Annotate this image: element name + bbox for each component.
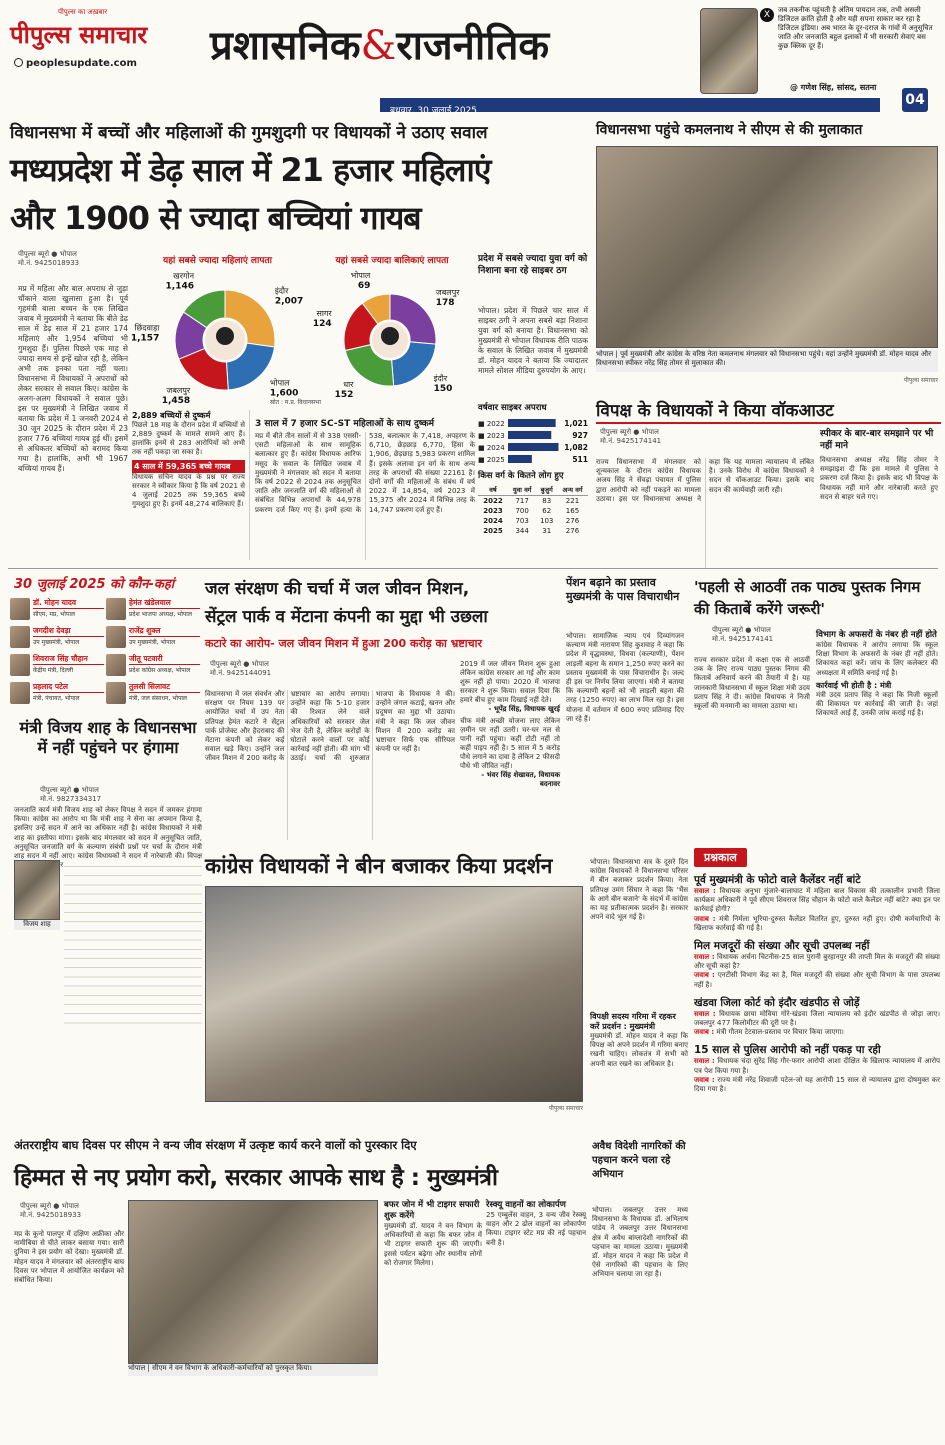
- brand-tagline: पीपुल्स का अख़बार: [58, 8, 108, 16]
- calendar-role: मंत्री, पंचायत, भोपाल: [33, 695, 80, 702]
- vijay-body: जनजाति कार्य मंत्री विजय शाह को लेकर विपक्ष ने सदन में जमकर हंगामा किया। कांग्रेस का आरोप था कि मंत्री शाह ने सेना का अपमान किया है, इसलिए उन्हें सदन में आने का अधिकार नहीं है। कांग्रेस विधायकों ने मंत्री शाह का इस्तीफा मांगा। इसके बाद मंगलवार को सदन में अनुसूचित जाति, अनुसूचित जनजाति वर्ग के कल्याण संबंधी प्रश्नों पर चर्चा के दौरान मंत्री शाह सदन में नहीं आए। कांग्रेस विधायकों ने सदन में नारेबाजी की। विपक्ष: [14, 806, 202, 861]
- illegal-title: अवैध विदेशी नागरिकों की पहचान करने चला रहे अभियान: [592, 1141, 686, 1180]
- tiger-col3: [486, 1200, 586, 1430]
- table-header-cell: बुजुर्ग: [536, 484, 557, 496]
- donut-value-4: 1,146: [165, 281, 195, 292]
- donut-label-1: इंदौर: [433, 374, 448, 384]
- cyber-bar-2: [508, 443, 558, 451]
- prashnakal-qa1: सवाल : विधायक अनुभा मुंजारे-बालाघाट में महिला बाल विकास की तत्कालीन प्रभारी जिला कार्यक्रम अधिकारी ने पूर्व सीएम शिवराज सिंह चौहान के फोटो वाले कैलेंडर नहीं बांटे? क्या इन पर कार्रवाई होगी? जवाब : मंत्री निर्मला भूरिया-दुरुस्त कैलेंडर वितरित हुए, दुरुस्त नहीं हुए। दोषी कर्मचारियों के खिलाफ कार्रवाई की गई है।: [694, 887, 940, 932]
- walkout-title: विपक्ष के विधायकों ने किया वॉकआउट: [596, 398, 941, 424]
- textbook-side-title: विभाग के अफसरों के नंबर ही नहीं होते: [816, 630, 937, 640]
- textbook-side-body: कांग्रेस विधायक ने आरोप लगाया कि स्कूल शिक्षा विभाग के अफसरों के नंबर ही नहीं होते। शिकायत कहां करें। जांच के लिए कलेक्टर की अध्यक्षता में समिति बनाई गई है।: [816, 641, 938, 677]
- table-cell: 2022: [483, 497, 503, 505]
- bean-side-body: मुख्यमंत्री डॉ. मोहन यादव ने कहा कि विपक्ष को अपने प्रदर्शन में गरिमा बनाए रखनी चाहिए। लोकतंत्र में सभी को अपनी बात रखने का अधिकार है।: [590, 1032, 688, 1068]
- calendar-role: केंद्रीय मंत्री, दिल्ली: [33, 667, 74, 674]
- avatar: [10, 654, 30, 676]
- website-link[interactable]: peoplesupdate.com: [14, 58, 137, 69]
- donut-value-1: 150: [433, 384, 453, 395]
- water-headline-2: सेंट्रल पार्क व मेंटाना कंपनी का मुद्दा भी उछला: [205, 607, 488, 627]
- tiger-col2-body: मुख्यमंत्री डॉ. यादव ने वन विभाग के अधिकारियों से कहा कि बफर जोन में भी टाइगर सफारी शुरू की जाएगी। इससे पर्यटन बढ़ेगा और स्थानीय लोगों को रोजगार मिलेगा।: [384, 1222, 482, 1267]
- donut-label-2: धार: [343, 380, 354, 390]
- bean-side: [590, 1012, 688, 1112]
- table-row: [478, 526, 588, 536]
- donut-chart-women: [130, 268, 310, 408]
- table-cell: 2025: [483, 527, 503, 535]
- quote1-by: - भूपेंद्र सिंह, विधायक खुरई: [488, 705, 560, 713]
- bean-body: भोपाल। विधानसभा सत्र के दूसरे दिन कांग्रेस विधायकों ने विधानसभा परिसर में बीन बजाकर प्रदर्शन किया। नेता प्रतिपक्ष उमंग सिंघार ने कहा कि 'भैंस के आगे बीन बजाने' के संदर्भ में कांग्रेस का यह प्रतीकात्मक प्रदर्शन है। सरकार अपने वादे भूल गई है।: [590, 858, 688, 922]
- tweet-box: [760, 4, 940, 96]
- cyber-bar-value-1: 927: [572, 431, 588, 440]
- table-cell: 2024: [483, 517, 503, 525]
- head-icon: [381, 327, 399, 345]
- bean-headline: कांग्रेस विधायकों ने बीन बजाकर किया प्रदर्शन: [205, 854, 553, 878]
- textbook-action-title: कार्रवाई भी होती है : मंत्री: [816, 680, 892, 690]
- table-header-cell: युवा वर्ग: [508, 484, 537, 496]
- chart-source: स्रोत : म.प्र. विधानसभा: [270, 399, 321, 406]
- prashnakal-qa3: सवाल : विधायक छाया मोविया गोरे-खंडवा जिला न्यायालय को इंदौर खंडपीठ से जोड़ा जाए। जबलपुर 477 किलोमीटर की दूरी पर है। जवाब : मंत्री गौतम टेटवाल-प्रस्ताव पर विचार किया जाएगा।: [694, 1009, 940, 1037]
- table-cell: 165: [565, 507, 580, 515]
- calendar-item: [106, 596, 200, 622]
- date-strip: [380, 98, 880, 116]
- walkout-byline: पीपुल्स ब्यूरो ● भोपाल मो.नं. 9425174141: [600, 428, 662, 445]
- water-quotes: [460, 660, 560, 840]
- calendar-name: प्रहलाद पटेल: [33, 682, 104, 693]
- brand-logo: पीपुल्स समाचार: [10, 21, 148, 49]
- table-cell: 103: [540, 517, 554, 525]
- lead-byline: पीपुल्स ब्यूरो ● भोपाल मो.नं. 9425018933: [18, 250, 80, 267]
- calendar-item: [106, 624, 200, 650]
- tiger-col2: [384, 1200, 482, 1430]
- cyber-bar-label-0: ■ 2022: [478, 420, 505, 428]
- table-cell: 221: [565, 497, 580, 505]
- prashnakal-title2: मिल मजदूरों की संख्या और सूची उपलब्ध नहीं: [694, 940, 870, 953]
- calendar-item: [10, 596, 104, 622]
- cyber-chart-title: वर्षवार साइबर अपराध: [478, 403, 547, 413]
- cyber-title: प्रदेश में सबसे ज्यादा युवा वर्ग को निशाना बना रहे साइबर ठग: [478, 254, 588, 276]
- vijay-byline: पीपुल्स ब्यूरो ● भोपाल मो.नं. 9827334317: [40, 786, 102, 803]
- calendar-role: प्रदेश कांग्रेस अध्यक्ष, भोपाल: [129, 667, 191, 674]
- cyber-bar-0: [508, 419, 556, 427]
- avatar: [10, 598, 30, 620]
- donut-value-3: 1,157: [130, 333, 160, 344]
- walkout-side: [820, 428, 938, 568]
- prashnakal-title4: 15 साल से पुलिस आरोपी को नहीं पकड़ पा रही: [694, 1044, 881, 1057]
- table-cell: 83: [542, 497, 552, 505]
- table-row: [478, 516, 588, 526]
- table-cell: 717: [515, 497, 529, 505]
- donut-value-2: 1,458: [161, 396, 191, 407]
- avatar: [10, 626, 30, 648]
- donut2-title: यहां सबसे ज्यादा बालिकाएं लापता: [335, 256, 449, 266]
- tiger-kicker: अंतरराष्ट्रीय बाघ दिवस पर सीएम ने वन्य जीव संरक्षण में उत्कृष्ट कार्य करने वालों को पुरस्कार दिए: [14, 1138, 417, 1152]
- avatar: [10, 682, 30, 704]
- pension-title: पेंशन बढ़ाने का प्रस्ताव मुख्यमंत्री के पास विचाराधीन: [566, 576, 680, 603]
- cyber-body: भोपाल। प्रदेश में पिछले चार साल में साइबर ठगी ने अपना सबसे बड़ा निशाना युवा वर्ग को बनाया है। विधानसभा को मुख्यमंत्री से भोपाल विधायक रीति पाठक के सवाल के लिखित जवाब में मुख्यमंत्री डॉ. मोहन यादव ने बताया कि ज्यादातर मामले सोशल मीडिया दुरुपयोग के आए।: [478, 306, 588, 375]
- prashnakal-label: प्रश्नकाल: [694, 848, 747, 867]
- cyber-bar-value-0: 1,021: [564, 419, 588, 428]
- tiger-col2-title: बफर जोन में भी टाइगर सफारी शुरू करेंगे: [384, 1200, 480, 1221]
- water-subhead: कटारे का आरोप- जल जीवन मिशन में हुआ 200 करोड़ का भ्रष्टाचार: [205, 637, 482, 650]
- water-byline: पीपुल्स ब्यूरो ● भोपाल मो.नं. 9425144091: [210, 660, 272, 677]
- avatar: [106, 654, 126, 676]
- donut-label-2: जबलपुर: [166, 386, 191, 396]
- avatar: [106, 626, 126, 648]
- table-cell: 2023: [483, 507, 503, 515]
- donut-label-3: छिंदवाड़ा: [134, 323, 160, 333]
- donut-value-1: 1,600: [269, 388, 299, 399]
- tweet-text: जब तकनीक पहुंचती है अंतिम पायदान तक, तभी असली डिजिटल क्रांति होती है और यही सपना साकार कर रहा है डिजिटल इंडिया। अब भारत के दूर-दराज के गांवों में अनुसूचित जाति और जनजाति बहुल इलाकों में भी सरकारी सेवाएं बस कुछ क्लिक दूर हैं।: [778, 6, 933, 50]
- donut-value-2: 152: [334, 390, 354, 401]
- cyber-bar-1: [508, 431, 551, 439]
- water-headline-1: जल संरक्षण की चर्चा में जल जीवन मिशन,: [205, 579, 470, 599]
- section-amp: &: [360, 23, 397, 69]
- kamalnath-credit: पीपुल्स समाचार: [903, 377, 938, 384]
- quote2-by: - भंवर सिंह शेखावत, विधायक बदनावर: [481, 771, 560, 788]
- donut-label-0: जबलपुर: [435, 288, 460, 298]
- bean-side-title: विपक्षी सदस्य गरिमा में रहकर करें प्रदर्शन : मुख्यमंत्री: [590, 1012, 676, 1031]
- cyber-bar-3: [508, 455, 532, 463]
- table-cell: 276: [565, 517, 580, 525]
- tiger-col3-title: रेस्क्यू वाहनों का लोकार्पण: [486, 1200, 566, 1210]
- mp-photo: [700, 8, 758, 94]
- calendar-role: मंत्री, जल संसाधन, भोपाल: [129, 695, 187, 702]
- scst-title: 3 साल में 7 हजार SC-ST महिलाओं के साथ दुष्कर्म: [255, 419, 435, 429]
- table-header-row: [478, 484, 588, 496]
- section-title-2: राजनीतिक: [396, 23, 550, 69]
- cyber-table: [478, 484, 588, 536]
- prashnakal-title1: पूर्व मुख्यमंत्री के फोटो वाले कैलेंडर नहीं बांटे: [694, 874, 861, 886]
- donut-value-4: 69: [357, 281, 371, 292]
- water-body: विधानसभा में जल संवर्धन और संरक्षण पर नियम 139 पर आयोजित चर्चा में उप नेता प्रतिपक्ष हेमंत कटारे ने सेंट्रल पार्क प्रोजेक्ट और हैदराबाद की मेंटाना कंपनी को लेकर कई सवाल खड़े किए। उन्होंने जल जीवन मिशन में 200 करोड़ के भ्रष्टाचार का आरोप लगाया। उन्होंने कहा कि 5-10 हजार की रिश्वत लेने वाले अधिकारियों को सरकार जेल भेज देती है, लेकिन करोड़ों के घोटाले करने वालों पर कोई कार्रवाई नहीं होती। की मांग भी उठाई। चर्चा की शुरुआत भाजपा के विधायक ने की। उन्होंने जंगल कटाई, खनन और प्रदूषण का मुद्दा भी उठाया। मंत्री ने कहा कि जल जीवन मिशन में 200 करोड़ का भ्रष्टाचार सिर्फ एक सीरियल कंपनी पर नहीं है।: [205, 690, 455, 763]
- avatar: [106, 682, 126, 704]
- cyber-bar-chart: [478, 416, 590, 468]
- girls-box-text2: विधायक सचिन यादव के प्रश्न पर राज्य सरकार ने स्वीकार किया है कि वर्ष 2021 से 4 जुलाई 2025 तक 59,365 बच्चे गुमशुदा हुए हैं। इनमें 48,274 बालिकाएं हैं।: [132, 473, 245, 508]
- prashnakal-qa4: सवाल : विधायक चंदा सुरेंद्र सिंह गौर-फरार आरोपी आशा दीक्षित के खिलाफ न्यायालय में आरोप पत्र पेश किया गया है। जवाब : राज्य मंत्री नरेंद्र शिवाजी पटेल-जो यह आरोपी 15 साल से न्यायालय द्वारा दोषमुक्त कर दिया गया है।: [694, 1057, 941, 1094]
- table-cell: 703: [515, 517, 529, 525]
- cyber-bar-label-1: ■ 2023: [478, 432, 505, 440]
- donut-label-3: सागर: [316, 308, 332, 318]
- bean-photo: [205, 886, 583, 1102]
- vijay-photo: [14, 860, 60, 920]
- scst-body: मप्र में बीते तीन सालों में से 338 एससी-एसटी महिलाओं के साथ सामूहिक बलात्कार हुए हैं। कांग्रेस विधायक आरिफ मसूद के सवाल के लिखित जवाब में मुख्यमंत्री ने मंगलवार को सदन में बताया कि वर्ष 2022 से 2024 तक अनुसूचित जाति और जनजाति वर्ग की महिलाओं से संबंधित विभिन्न अपराधों के 44,978 प्रकरण दर्ज किए गए हैं। इनमें हत्या के 538, बलात्कार के 7,418, अपहरण के 6,710, छेड़छाड़ 6,770, हिंसा के 1,906, छेड़छाड़ 5,983 प्रकरण शामिल हैं। इसके अलावा इन वर्ग के साथ अन्य तरह के अपराधों की संख्या 22161 है। दोनों वर्गों की महिलाओं के संबंध में वर्ष 2022 में 14,854, वर्ष 2023 में 15,375 और 2024 में विभिन्न तरह के 14,747 प्रकरण दर्ज हुए हैं।: [255, 432, 475, 514]
- donut-label-4: भोपाल: [350, 271, 371, 281]
- lead-headline-1: मध्यप्रदेश में डेढ़ साल में 21 हजार महिलाएं: [10, 151, 491, 189]
- tiger-headline: हिम्मत से नए प्रयोग करो, सरकार आपके साथ है : मुख्यमंत्री: [14, 1165, 498, 1191]
- walkout-side-body: विधानसभा अध्यक्ष नरेंद्र सिंह तोमर ने समझाइश दी कि इस मामले में पुलिस ने प्रकरण दर्ज किया है। इसके बाद भी विपक्ष के विधायक नहीं माने और नारेबाजी करते हुए सदन से बाहर चले गए।: [820, 456, 938, 501]
- calendar-item: [10, 624, 104, 650]
- cyber-bar-value-3: 511: [572, 455, 588, 464]
- prashnakal-panel: [694, 846, 940, 1436]
- calendar-name: जीतू पटवारी: [129, 654, 200, 665]
- tiger-photo-caption: भोपाल | सीएम ने वन विभाग के अधिकारी-कर्मचारियों को पुरस्कृत किया।: [128, 1364, 378, 1376]
- cyber-bar-label-2: ■ 2024: [478, 444, 505, 452]
- kamalnath-title: विधानसभा पहुंचे कमलनाथ ने सीएम से की मुलाकात: [596, 122, 863, 138]
- calendar-item: [10, 680, 104, 706]
- calendar-item: [106, 680, 200, 706]
- issue-date: बुधवार, 30 जुलाई 2025: [390, 106, 478, 116]
- textbook-action-body: मंत्री उदय प्रताप सिंह ने कहा कि निजी स्कूलों की शिकायत पर कार्रवाई की जाती है। जहां शिकायतें आई हैं, उनकी जांच कराई गई है।: [816, 690, 938, 718]
- table-cell: 344: [515, 527, 529, 535]
- table-header-cell: अन्य वर्ग: [557, 484, 588, 496]
- calendar-name: शिवराज सिंह चौहान: [33, 654, 104, 665]
- calendar-name: तुलसी सिलावट: [129, 682, 200, 693]
- vijay-headline: मंत्री विजय शाह के विधानसभा में नहीं पहुंचने पर हंगामा: [19, 718, 197, 757]
- bean-credit: पीपुल्स समाचार: [548, 1105, 583, 1112]
- textbook-side: [816, 630, 938, 836]
- textbook-title: 'पहली से आठवीं तक पाठ्य पुस्तक निगम की किताबें करेंगे जरूरी': [694, 578, 921, 618]
- donut-value-0: 2,007: [274, 296, 304, 307]
- calendar-item: [106, 652, 200, 678]
- calendar-name: हेमंत खंडेलवाल: [129, 598, 200, 609]
- calendar-role: प्रदेश भाजपा अध्यक्ष, भोपाल: [129, 611, 192, 618]
- donut-label-1: भोपाल: [269, 378, 290, 388]
- tweet-author: @ गणेश सिंह, सांसद, सतना: [790, 83, 877, 92]
- table-row: [478, 496, 588, 507]
- tiger-col3-body: 25 एम्बुलेंस वाहन, 3 वन्य जीव रेस्क्यू वाहन और 2 ढोल वाहनों का लोकार्पण किया। टाइगर स्टेट मप्र की नई पहचान बनी है।: [486, 1211, 586, 1247]
- table-cell: 276: [565, 527, 580, 535]
- x-icon: X: [760, 8, 774, 22]
- lead-headline-2: और 1900 से ज्यादा बच्चियां गायब: [10, 199, 421, 237]
- donut1-title: यहां सबसे ज्यादा महिलाएं लापता: [163, 256, 272, 266]
- cyber-bar-label-3: ■ 2025: [478, 456, 505, 464]
- tiger-photo: [128, 1200, 378, 1364]
- illegal-body: भोपाल। जबलपुर उत्तर मध्य विधानसभा के विधायक डॉ. अभिलाष पांडेय ने जबलपुर उत्तर विधानसभा क्षेत्र में अवैध बांग्लादेशी नागरिकों की पहचान का मामला उठाया। मुख्यमंत्री डॉ. मोहन यादव ने कहा कि प्रदेश में ऐसे नागरिकों की पहचान के लिए अभियान चलाया जा रहा है।: [592, 1206, 688, 1279]
- quote2: चीफ मंत्री अच्छी योजना लाए लेकिन ज़मीन पर नहीं उतरी। घर-घर नल से पानी नहीं पहुंचा। कहीं टोटी नहीं तो कहीं पाइप नहीं है। 5 साल में 5 करोड़ पौधे लगाने का दावा है लेकिन 2 फीसदी पौधे भी जीवित नहीं।: [460, 717, 560, 770]
- table-header-cell: वर्ष: [478, 484, 508, 496]
- calendar-name: जगदीश देवड़ा: [33, 626, 104, 637]
- donut-value-3: 124: [312, 318, 332, 329]
- girls-box-text: पिछले 18 माह के दौरान प्रदेश में बच्चियों से 2,889 दुष्कर्म के मामले सामने आए हैं। हालांकि इनमें से 283 आरोपियों को अभी तक नहीं पकड़ा जा सका है।: [132, 421, 245, 456]
- donut-value-0: 178: [435, 298, 455, 309]
- girls-box-title: 2,889 बच्चियों से दुष्कर्म: [132, 411, 211, 420]
- calendar-name: डॉ. मोहन यादव: [33, 598, 104, 609]
- table-row: [478, 506, 588, 516]
- girls-box-title2: 4 साल में 59,365 बच्चे गायब: [132, 460, 245, 473]
- calendar-name: राजेंद्र शुक्ल: [129, 626, 200, 637]
- tiger-body: मप्र के कूनो पालपुर में दक्षिण अफ्रीका और नामीबिया से चीते लाकर बसाया गया। सारी दुनिया ने इस प्रयोग को देखा। मुख्यमंत्री डॉ. मोहन यादव ने मंगलवार को अंतरराष्ट्रीय बाघ दिवस पर भोपाल में आयोजित कार्यक्रम को संबोधित किया।: [14, 1230, 124, 1285]
- pension-body: भोपाल। सामाजिक न्याय एवं दिव्यांगजन कल्याण मंत्री नारायण सिंह कुशवाह ने कहा कि प्रदेश में वृद्धावस्था, विधवा (कल्याणी), पेंशन लाड़ली बहना के समान 1,250 रुपए करने का प्रस्ताव मुख्यमंत्री के पास विचाराधीन है। जल्द ही इस पर निर्णय लिया जाएगा। मंत्री ने बताया कि कल्याणी बहनों को भी लाड़ली बहना की तरह (1250 रुपए) का लाभ मिल रहा है। इस योजना में वर्तमान में 600 रुपए प्रतिमाह दिए जा रहे हैं।: [566, 632, 684, 723]
- divider: [8, 568, 938, 569]
- walkout-body: राज्य विधानसभा में मंगलवार को शून्यकाल के दौरान कांग्रेस विधायक अजय सिंह ने सेंवढ़ा पंचायत में पुलिस द्वारा आरोपी को नहीं पकड़ने का मामला उठाया। इस पर विधानसभा अध्यक्ष ने कहा कि यह मामला न्यायालय में लंबित है। उनके विरोध में कांग्रेस विधायकों ने सदन से वॉकआउट किया। इसके बाद सदन की कार्यवाही जारी रही।: [596, 458, 814, 503]
- at-icon: @: [790, 83, 801, 92]
- cyber-table-title: किस वर्ग के कितने लोग हुए: [478, 471, 564, 481]
- section-title: [210, 16, 670, 76]
- table-cell: 700: [515, 507, 529, 515]
- masthead: [10, 6, 210, 96]
- textbook-body: राज्य सरकार प्रदेश में कक्षा एक से आठवीं तक के लिए राज्य पाठ्य पुस्तक निगम की किताबें अनिवार्य करने की तैयारी में है। यह जानकारी विधानसभा में स्कूल शिक्षा मंत्री उदय प्रताप सिंह ने दी। कांग्रेस विधायक ने निजी स्कूलों की मनमानी का मामला उठाया था।: [694, 656, 810, 711]
- table-cell: 31: [542, 527, 552, 535]
- donut-label-4: खरगोन: [173, 271, 195, 281]
- cyber-bar-value-2: 1,082: [564, 443, 588, 452]
- prashnakal-qa2: सवाल : विधायक अर्चना चिटनीस-25 साल पुरानी बुरहानपुर की ताप्ती मिल के मजदूरों की संख्या और सूची कहां है? जवाब : एनटीसी विभाग केंद्र का है, मिल मजदूरों की संख्या और सूची विभाग के पास उपलब्ध नहीं है।: [694, 953, 941, 989]
- tiger-byline: पीपुल्स ब्यूरो ● भोपाल मो.नं. 9425018933: [20, 1202, 82, 1219]
- calendar-item: [10, 652, 104, 678]
- calendar-role: सीएम, मप्र, भोपाल: [33, 611, 75, 618]
- calendar-title: 30 जुलाई 2025 को कौन-कहां: [14, 577, 175, 592]
- avatar: [106, 598, 126, 620]
- table-cell: 62: [542, 507, 552, 515]
- kamalnath-caption: भोपाल | पूर्व मुख्यमंत्री और कांग्रेस के वरिष्ठ नेता कमलनाथ मंगलवार को विधानसभा पहुंचे। यहां उन्होंने मुख्यमंत्री डॉ. मोहन यादव और विधानसभा स्पीकर नरेंद्र सिंह तोमर से मुलाकात की।: [596, 350, 938, 372]
- vijay-continued: [64, 860, 202, 1030]
- quote1: 2019 में जल जीवन मिशन शुरू हुआ लेकिन कांग्रेस सरकार आ गई और काम शुरू नहीं हो पाया। 2020 में भाजपा सरकार ने शुरू किया। सवाल दिया कि हमारे बीच हुए काम दिखाई नहीं देते।: [460, 660, 560, 704]
- globe-icon: [14, 58, 23, 67]
- walkout-side-title: स्पीकर के बार-बार समझाने पर भी नहीं माने: [820, 429, 934, 451]
- page-number: 04: [902, 88, 928, 112]
- calendar-role: उप मुख्यमंत्री, भोपाल: [129, 639, 176, 646]
- vijay-photo-caption: विजय शाह: [14, 920, 60, 930]
- lead-body: मप्र में महिला और बाल अपराध से जुड़ा चौंकाने वाला खुलासा हुआ है। पूर्व गृहमंत्री बाला बच्चन के एक लिखित जवाब में मुख्यमंत्री ने बताया कि बीते डेढ़ साल में डेढ़ साल में 21 हजार 174 महिलाएं और 1,954 बच्चियां भी गुमशुदा हैं। पुलिस पिछले एक माह से ज्यादा समय से इन्हें खोज रही है, लेकिन अभी तक इनका पता नहीं चला। विधानसभा में विधायकों ने अपराधों को लेकर सरकार से सवाल किए। कांग्रेस के अलग-अलग विधायकों ने सवाल पूछे। इस पर मुख्यमंत्री ने लिखित जवाब में बताया कि प्रदेश में 1 जनवरी 2024 से 30 जून 2025 के दौरान प्रदेश में 23 हजार 776 बच्चियां गायब हुई थीं। इसमें से अधिकतर बच्चियों को बरामद किया गया है। हालांकि, अभी भी 1967 बच्चियां गायब हैं।: [18, 284, 128, 473]
- donut-chart-girls: [305, 268, 480, 408]
- donut-label-0: इंदौर: [274, 286, 289, 296]
- calendar-grid: [10, 596, 200, 708]
- section-title-1: प्रशासनिक: [210, 23, 361, 69]
- girls-box: [132, 410, 250, 560]
- lead-kicker: विधानसभा में बच्चों और महिलाओं की गुमशुदगी पर विधायकों ने उठाए सवाल: [10, 123, 488, 143]
- calendar-role: उप मुख्यमंत्री, भोपाल: [33, 639, 80, 646]
- head-icon: [216, 327, 234, 345]
- textbook-byline: पीपुल्स ब्यूरो ● भोपाल मो.नं. 9425174141: [712, 626, 774, 643]
- prashnakal-title3: खंडवा जिला कोर्ट को इंदौर खंडपीठ से जोड़ें: [694, 996, 860, 1009]
- kamalnath-photo: [596, 146, 938, 348]
